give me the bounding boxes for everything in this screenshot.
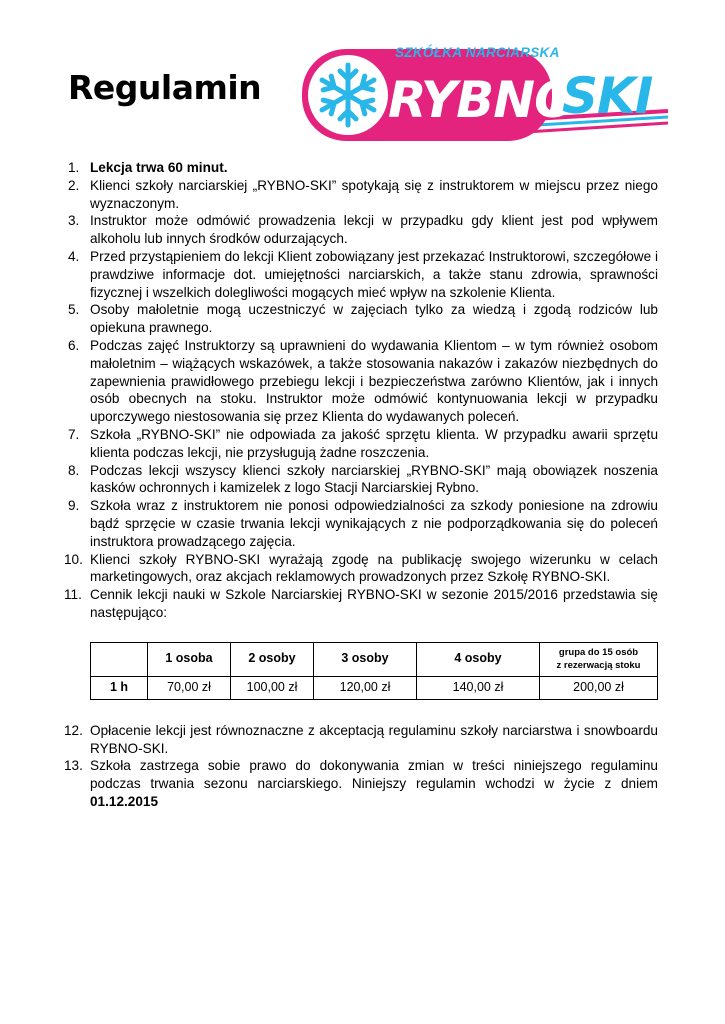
- price-table-header-row: [91, 642, 658, 676]
- price-cell: 140,00 zł: [417, 676, 540, 699]
- rule-text: Przed przystąpieniem do lekcji Klient zobowiązany jest przekazać Instruktorowi, szczegółowe i prawdziwe informacje dot. umiejętności narciarskich, a także stanu zdrowia, sprawności fizycznej i wszelkich dolegliwości mogących mieć wpływ na szkolenie Klienta.: [90, 248, 658, 300]
- rule-item: [68, 159, 658, 177]
- rule-text: Szkoła zastrzega sobie prawo do dokonywania zmian w treści niniejszego regulaminu podczas trwania sezonu narciarskiego. Niniejszy regulamin wchodzi w życie z dniem: [90, 758, 658, 792]
- rule-number: 1.: [68, 160, 80, 175]
- header-2-persons: 2 osoby: [231, 642, 314, 676]
- rybno-ski-logo: [300, 43, 670, 148]
- page-title: Regulamin: [68, 68, 262, 107]
- header-group: [540, 642, 658, 676]
- price-table: [90, 642, 658, 700]
- rule-item: [68, 248, 658, 301]
- rule-item: [64, 551, 658, 587]
- price-cell: 70,00 zł: [148, 676, 231, 699]
- rule-text: Opłacenie lekcji jest równoznaczne z akceptacją regulaminu szkoły narciarstwa i snowboardu RYBNO-SKI.: [90, 722, 658, 756]
- rule-text: Osoby małoletnie mogą uczestniczyć w zajęciach tylko za wiedzą i zgodą rodziców lub opiekuna prawnego.: [90, 302, 658, 336]
- price-table-corner: [91, 642, 148, 676]
- rule-item: [68, 337, 658, 426]
- rule-number: 12.: [64, 722, 83, 738]
- rule-number: 11.: [64, 587, 82, 603]
- effective-date: 01.12.2015: [90, 793, 159, 809]
- rule-text: Instruktor może odmówić prowadzenia lekcji w przypadku gdy klient jest pod wpływem alkoholu lub innych środków odurzających.: [90, 213, 658, 247]
- rule-item: [64, 757, 658, 810]
- rule-text: Podczas lekcji wszyscy klienci szkoły narciarskiej „RYBNO-SKI” mają obowiązek noszenia kasków ochronnych i kamizelek z logo Stacji Narciarskiej Rybno.: [90, 462, 658, 496]
- price-cell: 120,00 zł: [314, 676, 417, 699]
- logo-brand-right: SKI: [562, 67, 653, 125]
- price-table-row: [91, 676, 658, 699]
- rule-text: Szkoła „RYBNO-SKI” nie odpowiada za jakość sprzętu klienta. W przypadku awarii sprzętu klienta podczas lekcji, nie przysługują żadne roszczenia.: [90, 426, 658, 460]
- rule-number: 10.: [64, 551, 83, 567]
- rule-number: 6.: [68, 337, 80, 353]
- price-cell: 100,00 zł: [231, 676, 314, 699]
- header-4-persons: 4 osoby: [417, 642, 540, 676]
- rule-item: [68, 426, 658, 462]
- rule-item: [68, 177, 658, 213]
- rule-number: 3.: [68, 213, 80, 229]
- rule-text: Klienci szkoły RYBNO-SKI wyrażają zgodę na publikację swojego wizerunku w celach marketingowych, oraz akcjach reklamowych prowadzonych przez Szkołę RYBNO-SKI.: [90, 551, 658, 585]
- rule-item: [64, 586, 658, 700]
- rule-item: [68, 462, 658, 498]
- rules-list: [64, 159, 658, 811]
- rule-number: 4.: [68, 248, 80, 264]
- rule-number: 7.: [68, 426, 80, 442]
- rule-item: [64, 722, 658, 758]
- header-group-line2: z rezerwacją stoku: [556, 660, 641, 672]
- rule-text: Lekcja trwa 60 minut.: [90, 160, 228, 175]
- rule-text: Podczas zajęć Instruktorzy są uprawnieni do wydawania Klientom – w tym również osobom małoletnim – wiążących wskazówek, a także stosowania nakazów i zakazów niezbędnych do zapewnienia prawidłowego przebiegu lekcji i bezpieczeństwa zarówno Klientów, jak i innych osób obecnych na stoku. Instruktor może odmówić kontynuowania lekcji w przypadku uporczywego niestosowania się przez Klienta do wydawanych poleceń.: [90, 337, 658, 425]
- rule-text: Szkoła wraz z instruktorem nie ponosi odpowiedzialności za szkody poniesione na zdrowiu bądź sprzęcie w czasie trwania lekcji wynikających z nie podporządkowania się do poleceń instruktora prowadzącego zajęcia.: [90, 498, 658, 549]
- rule-text: Cennik lekcji nauki w Szkole Narciarskiej RYBNO-SKI w sezonie 2015/2016 przedstawia się następująco:: [90, 587, 658, 620]
- rule-number: 13.: [64, 758, 83, 774]
- row-label: 1 h: [91, 676, 148, 699]
- price-cell: 200,00 zł: [540, 676, 658, 699]
- rule-number: 8.: [68, 462, 80, 478]
- header-3-persons: 3 osoby: [314, 642, 417, 676]
- rule-text: Klienci szkoły narciarskiej „RYBNO-SKI” spotykają się z instruktorem w miejscu przez niego wyznaczonym.: [90, 177, 658, 211]
- rule-item: [68, 301, 658, 337]
- rule-number: 9.: [68, 498, 80, 514]
- rule-item: [68, 212, 658, 248]
- logo-top-text: SZKÓŁKA NARCIARSKA: [395, 45, 560, 60]
- logo-brand-left: RYBNO: [388, 71, 576, 129]
- header-group-line1: grupa do 15 osób: [558, 647, 639, 659]
- rule-number: 2.: [68, 177, 80, 193]
- rule-item: [68, 497, 658, 550]
- rule-number: 5.: [68, 302, 80, 318]
- header-1-person: 1 osoba: [148, 642, 231, 676]
